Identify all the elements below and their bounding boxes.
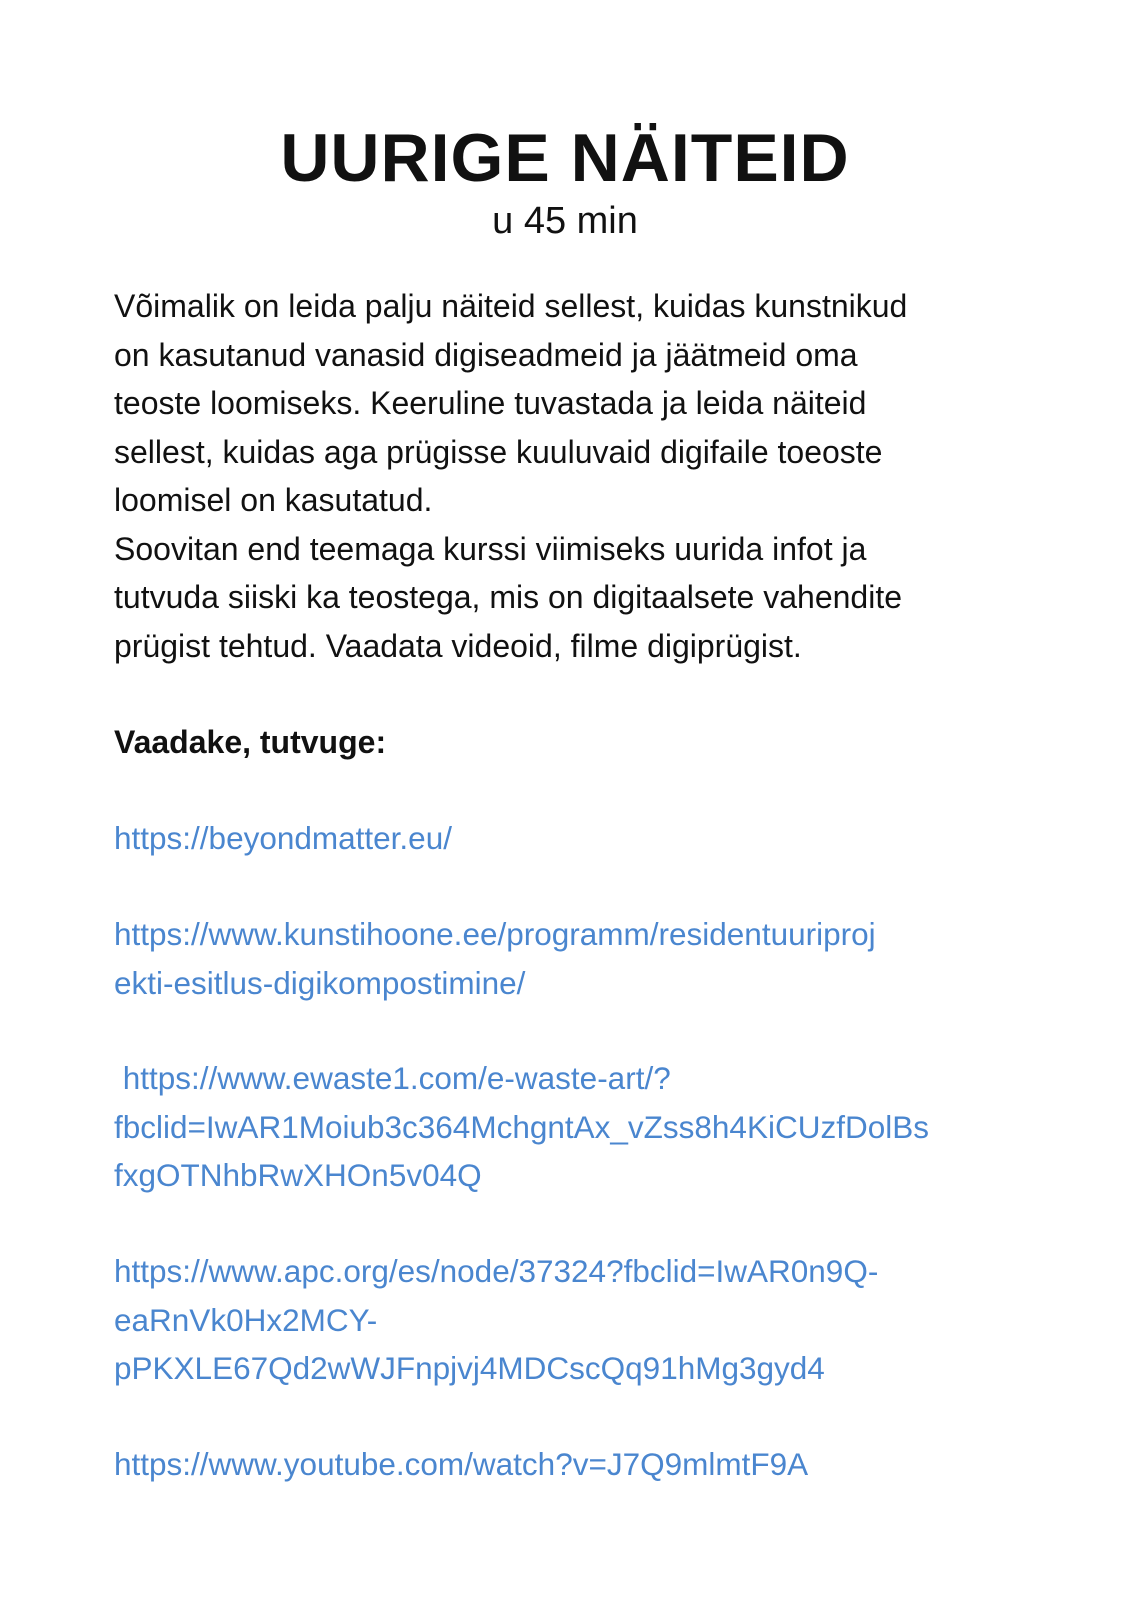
- section-heading: Vaadake, tutvuge:: [114, 724, 387, 760]
- link-line: https://www.ewaste1.com/e-waste-art/?: [114, 1060, 671, 1096]
- duration-subtitle: u 45 min: [492, 200, 638, 242]
- link-ewaste1[interactable]: [114, 1054, 1024, 1200]
- link-line: pPKXLE67Qd2wWJFnpjvj4MDCscQq91hMg3gyd4: [114, 1350, 825, 1386]
- link-line: eaRnVk0Hx2MCY-: [114, 1301, 378, 1338]
- link-line: fxgOTNhbRwXHOn5v04Q: [114, 1157, 482, 1193]
- link-youtube[interactable]: [114, 1440, 1024, 1489]
- link-kunstihoone[interactable]: [114, 910, 1024, 1007]
- text-line: Soovitan end teemaga kurssi viimiseks uurida infot ja: [114, 530, 867, 567]
- intro-text: [114, 282, 1014, 670]
- text-line: teoste loomiseks. Keeruline tuvastada ja leida näiteid: [114, 385, 867, 421]
- link-line: https://beyondmatter.eu/: [114, 820, 452, 856]
- intro-paragraph-2: [114, 525, 1014, 671]
- text-line: loomisel on kasutatud.: [114, 482, 433, 518]
- link-line: https://www.kunstihoone.ee/programm/residentuuriproj: [114, 916, 876, 952]
- link-line: ekti-esitlus-digikompostimine/: [114, 964, 526, 1001]
- text-line: prügist tehtud. Vaadata videoid, filme digiprügist.: [114, 627, 802, 664]
- link-line: https://www.youtube.com/watch?v=J7Q9mlmtF9A: [114, 1446, 809, 1482]
- link-line: https://www.apc.org/es/node/37324?fbclid=IwAR0n9Q-: [114, 1253, 879, 1289]
- text-line: sellest, kuidas aga prügisse kuuluvaid digifaile toeoste: [114, 433, 883, 470]
- text-line: Võimalik on leida palju näiteid sellest, kuidas kunstnikud: [114, 288, 908, 324]
- text-line: on kasutanud vanasid digiseadmeid ja jäätmeid oma: [114, 336, 858, 373]
- text-line: tutvuda siiski ka teostega, mis on digitaalsete vahendite: [114, 579, 903, 615]
- page-title: UURIGE NÄITEID: [280, 120, 850, 196]
- link-line: fbclid=IwAR1Moiub3c364MchgntAx_vZss8h4KiCUzfDolBs: [114, 1108, 929, 1145]
- link-beyondmatter[interactable]: [114, 814, 1024, 863]
- link-apc[interactable]: [114, 1247, 1024, 1393]
- intro-paragraph-1: [114, 282, 1014, 525]
